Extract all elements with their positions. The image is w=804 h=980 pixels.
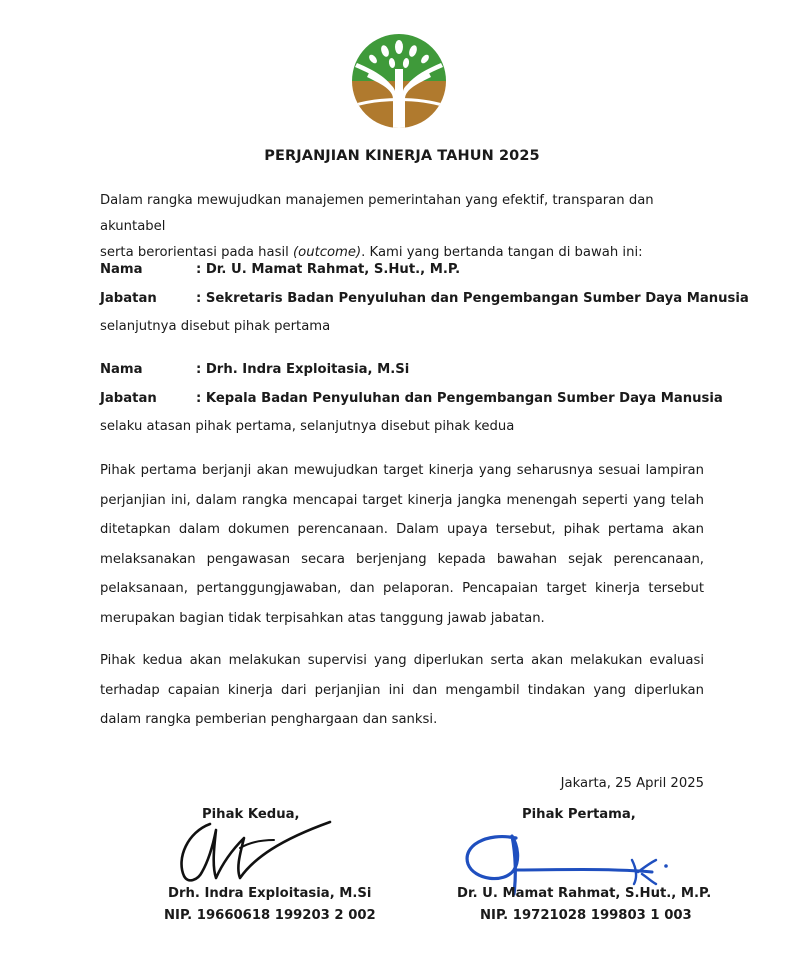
- name-label: Nama: [100, 262, 143, 277]
- name-value: : Drh. Indra Exploitasia, M.Si: [196, 362, 410, 377]
- second-party-name-row: [100, 362, 409, 377]
- first-party-signature-title: Pihak Pertama,: [522, 807, 636, 822]
- second-party-position-row: [100, 391, 723, 406]
- first-party-name: Dr. U. Mamat Rahmat, S.Hut., M.P.: [457, 886, 712, 901]
- intro-line-1: Dalam rangka mewujudkan manajemen pemerintahan yang efektif, transparan dan akuntabel: [100, 193, 654, 234]
- first-party-name-row: [100, 262, 460, 277]
- supervision-paragraph: Pihak kedua akan melakukan supervisi yang diperlukan serta akan melakukan evaluasi terhadap capaian kinerja dari perjanjian ini dan mengambil tindakan yang diperlukan dalam rangka pemberian penghargaan dan sanksi.: [100, 653, 704, 727]
- second-party-nip: NIP. 19660618 199203 2 002: [164, 908, 376, 923]
- name-value: : Dr. U. Mamat Rahmat, S.Hut., M.P.: [196, 262, 461, 277]
- second-party-signature-title: Pihak Kedua,: [202, 807, 300, 822]
- document-title: PERJANJIAN KINERJA TAHUN 2025: [264, 148, 540, 164]
- position-label: Jabatan: [100, 291, 157, 306]
- position-label: Jabatan: [100, 391, 157, 406]
- position-value: : Sekretaris Badan Penyuluhan dan Pengembangan Sumber Daya Manusia: [196, 291, 749, 306]
- commitment-paragraph: Pihak pertama berjanji akan mewujudkan target kinerja yang seharusnya sesuai lampiran perjanjian ini, dalam rangka mencapai target kinerja jangka menengah seperti yang telah ditetapkan dalam dokumen perencanaan. Dalam upaya tersebut, pihak pertama akan melaksanakan pengawasan secara berjenjang kepada bawahan sejak perencanaan, pelaksanaan, pertanggungjawaban, dan pelaporan. Pencapaian target kinerja tersebut merupakan bagian tidak terpisahkan atas tanggung jawab jabatan.: [100, 463, 704, 626]
- second-party-note: selaku atasan pihak pertama, selanjutnya disebut pihak kedua: [100, 419, 515, 434]
- place-date: Jakarta, 25 April 2025: [560, 776, 704, 791]
- first-party-nip: NIP. 19721028 199803 1 003: [480, 908, 692, 923]
- name-label: Nama: [100, 362, 143, 377]
- second-party-signature: [170, 818, 350, 888]
- agency-logo: [349, 33, 449, 129]
- second-party-name: Drh. Indra Exploitasia, M.Si: [168, 886, 372, 901]
- first-party-position-row: [100, 291, 749, 306]
- first-party-note: selanjutnya disebut pihak pertama: [100, 319, 331, 334]
- intro-line-2: serta berorientasi pada hasil (outcome). Kami yang bertanda tangan di bawah ini:: [100, 245, 643, 260]
- position-value: : Kepala Badan Penyuluhan dan Pengembangan Sumber Daya Manusia: [196, 391, 723, 406]
- intro-paragraph: [100, 188, 704, 266]
